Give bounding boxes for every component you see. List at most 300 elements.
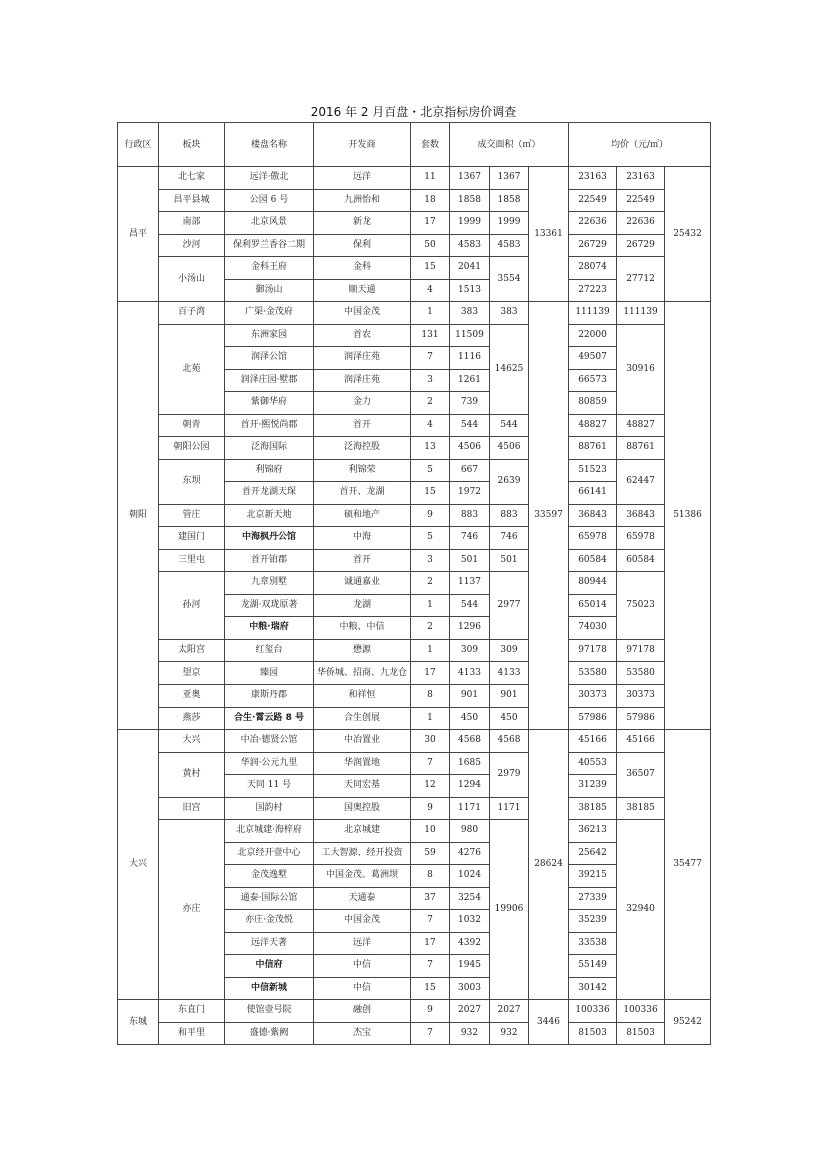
- floor-area-cell: 980: [450, 820, 490, 843]
- area-cell: 昌平县城: [159, 189, 225, 212]
- developer-cell: 杰宝: [314, 1022, 411, 1045]
- area-cell: 东坝: [159, 459, 225, 504]
- area-cell: 南部: [159, 212, 225, 235]
- price-cell: 65014: [569, 594, 617, 617]
- price-cell: 55149: [569, 955, 617, 978]
- district-avg-price-cell: 51386: [665, 302, 711, 730]
- table-row: [118, 257, 711, 280]
- developer-cell: 天通泰: [314, 887, 411, 910]
- developer-cell: 顺天通: [314, 279, 411, 302]
- units-cell: 1: [411, 302, 450, 325]
- units-cell: 1: [411, 594, 450, 617]
- header-avg-price: 均价（元/㎡）: [569, 123, 711, 167]
- developer-cell: 懋源: [314, 639, 411, 662]
- price-cell: 38185: [569, 797, 617, 820]
- header-developer: 开发商: [314, 123, 411, 167]
- price-cell: 31239: [569, 775, 617, 798]
- price-cell: 66141: [569, 482, 617, 505]
- floor-area-cell: 544: [450, 414, 490, 437]
- developer-cell: 泛海控股: [314, 437, 411, 460]
- table-body: [118, 167, 711, 1045]
- floor-area-cell: 4133: [450, 662, 490, 685]
- area-total-cell: 1999: [490, 212, 529, 235]
- project-cell: 中冶·德贤公馆: [225, 730, 314, 753]
- area-total-cell: 383: [490, 302, 529, 325]
- area-cell: 太阳宫: [159, 639, 225, 662]
- developer-cell: 华侨城、招商、九龙仓: [314, 662, 411, 685]
- price-cell: 48827: [569, 414, 617, 437]
- units-cell: 8: [411, 865, 450, 888]
- price-cell: 111139: [569, 302, 617, 325]
- price-cell: 27339: [569, 887, 617, 910]
- area-avg-price-cell: 30373: [617, 685, 665, 708]
- price-cell: 57986: [569, 707, 617, 730]
- district-avg-price-cell: 35477: [665, 730, 711, 1000]
- project-cell: 北京经开壹中心: [225, 842, 314, 865]
- area-total-cell: 2979: [490, 752, 529, 797]
- price-cell: 40553: [569, 752, 617, 775]
- floor-area-cell: 4276: [450, 842, 490, 865]
- area-avg-price-cell: 38185: [617, 797, 665, 820]
- district-total-area-cell: 13361: [529, 167, 569, 302]
- units-cell: 5: [411, 527, 450, 550]
- area-avg-price-cell: 22549: [617, 189, 665, 212]
- project-cell: 御汤山: [225, 279, 314, 302]
- area-cell: 小汤山: [159, 257, 225, 302]
- floor-area-cell: 901: [450, 685, 490, 708]
- units-cell: 2: [411, 617, 450, 640]
- price-survey-table: [117, 122, 711, 1045]
- area-avg-price-cell: 75023: [617, 572, 665, 640]
- district-cell: 昌平: [118, 167, 159, 302]
- floor-area-cell: 883: [450, 504, 490, 527]
- area-avg-price-cell: 36843: [617, 504, 665, 527]
- area-total-cell: 4583: [490, 234, 529, 257]
- units-cell: 7: [411, 910, 450, 933]
- area-total-cell: 1367: [490, 167, 529, 190]
- units-cell: 7: [411, 752, 450, 775]
- area-avg-price-cell: 30916: [617, 324, 665, 414]
- floor-area-cell: 1116: [450, 347, 490, 370]
- table-row: [118, 527, 711, 550]
- project-cell: 中信府: [225, 955, 314, 978]
- header-floor-area: 成交面积（㎡）: [450, 123, 569, 167]
- area-avg-price-cell: 23163: [617, 167, 665, 190]
- price-cell: 30373: [569, 685, 617, 708]
- units-cell: 59: [411, 842, 450, 865]
- area-total-cell: 932: [490, 1022, 529, 1045]
- price-cell: 39215: [569, 865, 617, 888]
- area-total-cell: 3554: [490, 257, 529, 302]
- project-cell: 中海枫丹公馆: [225, 527, 314, 550]
- area-total-cell: 746: [490, 527, 529, 550]
- area-total-cell: 2639: [490, 459, 529, 504]
- project-cell: 国韵村: [225, 797, 314, 820]
- units-cell: 131: [411, 324, 450, 347]
- table-row: [118, 549, 711, 572]
- units-cell: 17: [411, 662, 450, 685]
- project-cell: 首开铂郡: [225, 549, 314, 572]
- price-cell: 80944: [569, 572, 617, 595]
- developer-cell: 首农: [314, 324, 411, 347]
- developer-cell: 硕和地产: [314, 504, 411, 527]
- table-row: [118, 707, 711, 730]
- floor-area-cell: 309: [450, 639, 490, 662]
- project-cell: 北京城建·海梓府: [225, 820, 314, 843]
- area-avg-price-cell: 100336: [617, 1000, 665, 1023]
- price-cell: 30142: [569, 977, 617, 1000]
- price-cell: 66573: [569, 369, 617, 392]
- area-cell: 管庄: [159, 504, 225, 527]
- header-project: 楼盘名称: [225, 123, 314, 167]
- header-row: [118, 123, 711, 167]
- project-cell: 龙湖·双珑原著: [225, 594, 314, 617]
- area-cell: 和平里: [159, 1022, 225, 1045]
- table-row: [118, 572, 711, 595]
- project-cell: 金科王府: [225, 257, 314, 280]
- area-total-cell: 501: [490, 549, 529, 572]
- project-cell: 保利罗兰香谷二期: [225, 234, 314, 257]
- developer-cell: 保利: [314, 234, 411, 257]
- project-cell: 北京风景: [225, 212, 314, 235]
- price-cell: 33538: [569, 932, 617, 955]
- area-cell: 沙河: [159, 234, 225, 257]
- area-cell: 黄村: [159, 752, 225, 797]
- district-cell: 朝阳: [118, 302, 159, 730]
- table-row: [118, 797, 711, 820]
- units-cell: 15: [411, 977, 450, 1000]
- project-cell: 广渠·金茂府: [225, 302, 314, 325]
- developer-cell: 华润置地: [314, 752, 411, 775]
- area-cell: 北苑: [159, 324, 225, 414]
- units-cell: 2: [411, 392, 450, 415]
- floor-area-cell: 501: [450, 549, 490, 572]
- area-total-cell: 4506: [490, 437, 529, 460]
- project-cell: 首开龙湖天琛: [225, 482, 314, 505]
- units-cell: 1: [411, 707, 450, 730]
- floor-area-cell: 1972: [450, 482, 490, 505]
- price-cell: 22000: [569, 324, 617, 347]
- developer-cell: 龙湖: [314, 594, 411, 617]
- floor-area-cell: 450: [450, 707, 490, 730]
- price-cell: 100336: [569, 1000, 617, 1023]
- project-cell: 亦庄·金茂悦: [225, 910, 314, 933]
- floor-area-cell: 2027: [450, 1000, 490, 1023]
- floor-area-cell: 3254: [450, 887, 490, 910]
- district-avg-price-cell: 95242: [665, 1000, 711, 1045]
- developer-cell: 中国金茂、葛洲坝: [314, 865, 411, 888]
- price-cell: 88761: [569, 437, 617, 460]
- project-cell: 中粮·瑞府: [225, 617, 314, 640]
- area-total-cell: 4133: [490, 662, 529, 685]
- project-cell: 红玺台: [225, 639, 314, 662]
- units-cell: 10: [411, 820, 450, 843]
- area-cell: 孙河: [159, 572, 225, 640]
- units-cell: 7: [411, 955, 450, 978]
- developer-cell: 远洋: [314, 167, 411, 190]
- district-total-area-cell: 33597: [529, 302, 569, 730]
- area-cell: 燕莎: [159, 707, 225, 730]
- table-row: [118, 414, 711, 437]
- area-total-cell: 14625: [490, 324, 529, 414]
- floor-area-cell: 739: [450, 392, 490, 415]
- area-avg-price-cell: 48827: [617, 414, 665, 437]
- developer-cell: 融创: [314, 1000, 411, 1023]
- table-row: [118, 324, 711, 347]
- area-avg-price-cell: 36507: [617, 752, 665, 797]
- table-row: [118, 504, 711, 527]
- area-avg-price-cell: 60584: [617, 549, 665, 572]
- area-cell: 朝青: [159, 414, 225, 437]
- price-cell: 28074: [569, 257, 617, 280]
- price-cell: 80859: [569, 392, 617, 415]
- price-cell: 81503: [569, 1022, 617, 1045]
- units-cell: 3: [411, 369, 450, 392]
- area-cell: 亦庄: [159, 820, 225, 1000]
- header-units: 套数: [411, 123, 450, 167]
- project-cell: 紫御华府: [225, 392, 314, 415]
- area-total-cell: 901: [490, 685, 529, 708]
- units-cell: 4: [411, 414, 450, 437]
- units-cell: 18: [411, 189, 450, 212]
- floor-area-cell: 1137: [450, 572, 490, 595]
- price-cell: 74030: [569, 617, 617, 640]
- project-cell: 东洲家园: [225, 324, 314, 347]
- area-cell: 朝阳公园: [159, 437, 225, 460]
- developer-cell: 利锦荣: [314, 459, 411, 482]
- table-row: [118, 752, 711, 775]
- area-total-cell: 883: [490, 504, 529, 527]
- area-avg-price-cell: 88761: [617, 437, 665, 460]
- document-title: 2016 年 2 月百盘・北京指标房价调查: [310, 105, 517, 119]
- floor-area-cell: 544: [450, 594, 490, 617]
- project-cell: 首开·熙悦尚郡: [225, 414, 314, 437]
- project-cell: 金茂逸墅: [225, 865, 314, 888]
- units-cell: 37: [411, 887, 450, 910]
- project-cell: 臻园: [225, 662, 314, 685]
- area-total-cell: 309: [490, 639, 529, 662]
- price-cell: 36213: [569, 820, 617, 843]
- developer-cell: 天同宏基: [314, 775, 411, 798]
- area-cell: 望京: [159, 662, 225, 685]
- table-row: [118, 459, 711, 482]
- price-cell: 60584: [569, 549, 617, 572]
- project-cell: 华润·公元九里: [225, 752, 314, 775]
- area-avg-price-cell: 65978: [617, 527, 665, 550]
- developer-cell: 诚通嘉业: [314, 572, 411, 595]
- floor-area-cell: 1294: [450, 775, 490, 798]
- floor-area-cell: 2041: [450, 257, 490, 280]
- floor-area-cell: 1261: [450, 369, 490, 392]
- price-cell: 26729: [569, 234, 617, 257]
- units-cell: 8: [411, 685, 450, 708]
- table-row: [118, 1000, 711, 1023]
- developer-cell: 中国金茂: [314, 910, 411, 933]
- floor-area-cell: 4583: [450, 234, 490, 257]
- developer-cell: 工大智源、经开投资: [314, 842, 411, 865]
- units-cell: 5: [411, 459, 450, 482]
- area-cell: 大兴: [159, 730, 225, 753]
- developer-cell: 合生创展: [314, 707, 411, 730]
- floor-area-cell: 4392: [450, 932, 490, 955]
- price-cell: 65978: [569, 527, 617, 550]
- developer-cell: 九洲怡和: [314, 189, 411, 212]
- project-cell: 盛德·紫阙: [225, 1022, 314, 1045]
- developer-cell: 金科: [314, 257, 411, 280]
- area-total-cell: 1171: [490, 797, 529, 820]
- area-total-cell: 544: [490, 414, 529, 437]
- floor-area-cell: 746: [450, 527, 490, 550]
- floor-area-cell: 1296: [450, 617, 490, 640]
- floor-area-cell: 1032: [450, 910, 490, 933]
- district-cell: 大兴: [118, 730, 159, 1000]
- developer-cell: 中海: [314, 527, 411, 550]
- area-cell: 建国门: [159, 527, 225, 550]
- floor-area-cell: 11509: [450, 324, 490, 347]
- floor-area-cell: 1171: [450, 797, 490, 820]
- area-total-cell: 2977: [490, 572, 529, 640]
- developer-cell: 新龙: [314, 212, 411, 235]
- units-cell: 9: [411, 797, 450, 820]
- project-cell: 使馆壹号院: [225, 1000, 314, 1023]
- developer-cell: 金力: [314, 392, 411, 415]
- area-avg-price-cell: 111139: [617, 302, 665, 325]
- project-cell: 远洋天著: [225, 932, 314, 955]
- developer-cell: 润泽庄苑: [314, 347, 411, 370]
- units-cell: 15: [411, 482, 450, 505]
- price-cell: 36843: [569, 504, 617, 527]
- units-cell: 12: [411, 775, 450, 798]
- price-cell: 25642: [569, 842, 617, 865]
- units-cell: 3: [411, 549, 450, 572]
- developer-cell: 首开: [314, 414, 411, 437]
- area-avg-price-cell: 32940: [617, 820, 665, 1000]
- area-total-cell: 2027: [490, 1000, 529, 1023]
- developer-cell: 首开、龙湖: [314, 482, 411, 505]
- units-cell: 11: [411, 167, 450, 190]
- price-cell: 35239: [569, 910, 617, 933]
- floor-area-cell: 1367: [450, 167, 490, 190]
- developer-cell: 中粮、中信: [314, 617, 411, 640]
- project-cell: 天同 11 号: [225, 775, 314, 798]
- floor-area-cell: 1858: [450, 189, 490, 212]
- table-row: [118, 685, 711, 708]
- developer-cell: 和祥恒: [314, 685, 411, 708]
- developer-cell: 远洋: [314, 932, 411, 955]
- area-cell: 百子湾: [159, 302, 225, 325]
- district-total-area-cell: 28624: [529, 730, 569, 1000]
- header-district: 行政区: [118, 123, 159, 167]
- area-total-cell: 1858: [490, 189, 529, 212]
- price-cell: 22636: [569, 212, 617, 235]
- floor-area-cell: 4506: [450, 437, 490, 460]
- table-row: [118, 639, 711, 662]
- table-row: [118, 437, 711, 460]
- project-cell: 公园 6 号: [225, 189, 314, 212]
- area-total-cell: 450: [490, 707, 529, 730]
- floor-area-cell: 3003: [450, 977, 490, 1000]
- floor-area-cell: 1685: [450, 752, 490, 775]
- table-row: [118, 234, 711, 257]
- project-cell: 远洋·傲北: [225, 167, 314, 190]
- district-cell: 东城: [118, 1000, 159, 1045]
- table-row: [118, 662, 711, 685]
- project-cell: 润泽公馆: [225, 347, 314, 370]
- project-cell: 合生·霄云路 8 号: [225, 707, 314, 730]
- area-avg-price-cell: 53580: [617, 662, 665, 685]
- developer-cell: 北京城建: [314, 820, 411, 843]
- area-avg-price-cell: 62447: [617, 459, 665, 504]
- developer-cell: 润泽庄苑: [314, 369, 411, 392]
- units-cell: 9: [411, 1000, 450, 1023]
- area-cell: 旧宫: [159, 797, 225, 820]
- price-cell: 51523: [569, 459, 617, 482]
- developer-cell: 中信: [314, 977, 411, 1000]
- units-cell: 17: [411, 932, 450, 955]
- price-cell: 53580: [569, 662, 617, 685]
- units-cell: 13: [411, 437, 450, 460]
- units-cell: 17: [411, 212, 450, 235]
- project-cell: 九章别墅: [225, 572, 314, 595]
- project-cell: 通泰·国际公馆: [225, 887, 314, 910]
- table-row: [118, 302, 711, 325]
- floor-area-cell: 932: [450, 1022, 490, 1045]
- district-total-area-cell: 3446: [529, 1000, 569, 1045]
- floor-area-cell: 1024: [450, 865, 490, 888]
- district-avg-price-cell: 25432: [665, 167, 711, 302]
- area-total-cell: 4568: [490, 730, 529, 753]
- floor-area-cell: 383: [450, 302, 490, 325]
- price-cell: 45166: [569, 730, 617, 753]
- project-cell: 康斯丹郡: [225, 685, 314, 708]
- project-cell: 泛海国际: [225, 437, 314, 460]
- units-cell: 7: [411, 347, 450, 370]
- price-cell: 97178: [569, 639, 617, 662]
- area-avg-price-cell: 26729: [617, 234, 665, 257]
- units-cell: 15: [411, 257, 450, 280]
- area-cell: 三里屯: [159, 549, 225, 572]
- project-cell: 北京新天地: [225, 504, 314, 527]
- area-total-cell: 19906: [490, 820, 529, 1000]
- table-row: [118, 167, 711, 190]
- header-area: 板块: [159, 123, 225, 167]
- table-row: [118, 1022, 711, 1045]
- floor-area-cell: 1999: [450, 212, 490, 235]
- units-cell: 7: [411, 1022, 450, 1045]
- developer-cell: 国奥控股: [314, 797, 411, 820]
- table-row: [118, 730, 711, 753]
- units-cell: 30: [411, 730, 450, 753]
- floor-area-cell: 4568: [450, 730, 490, 753]
- price-cell: 49507: [569, 347, 617, 370]
- area-avg-price-cell: 45166: [617, 730, 665, 753]
- floor-area-cell: 667: [450, 459, 490, 482]
- area-avg-price-cell: 22636: [617, 212, 665, 235]
- developer-cell: 中信: [314, 955, 411, 978]
- units-cell: 1: [411, 639, 450, 662]
- area-cell: 亚奥: [159, 685, 225, 708]
- units-cell: 2: [411, 572, 450, 595]
- area-cell: 东直门: [159, 1000, 225, 1023]
- units-cell: 4: [411, 279, 450, 302]
- project-cell: 中信新城: [225, 977, 314, 1000]
- units-cell: 9: [411, 504, 450, 527]
- price-cell: 23163: [569, 167, 617, 190]
- area-avg-price-cell: 27712: [617, 257, 665, 302]
- table-row: [118, 212, 711, 235]
- table-row: [118, 189, 711, 212]
- developer-cell: 首开: [314, 549, 411, 572]
